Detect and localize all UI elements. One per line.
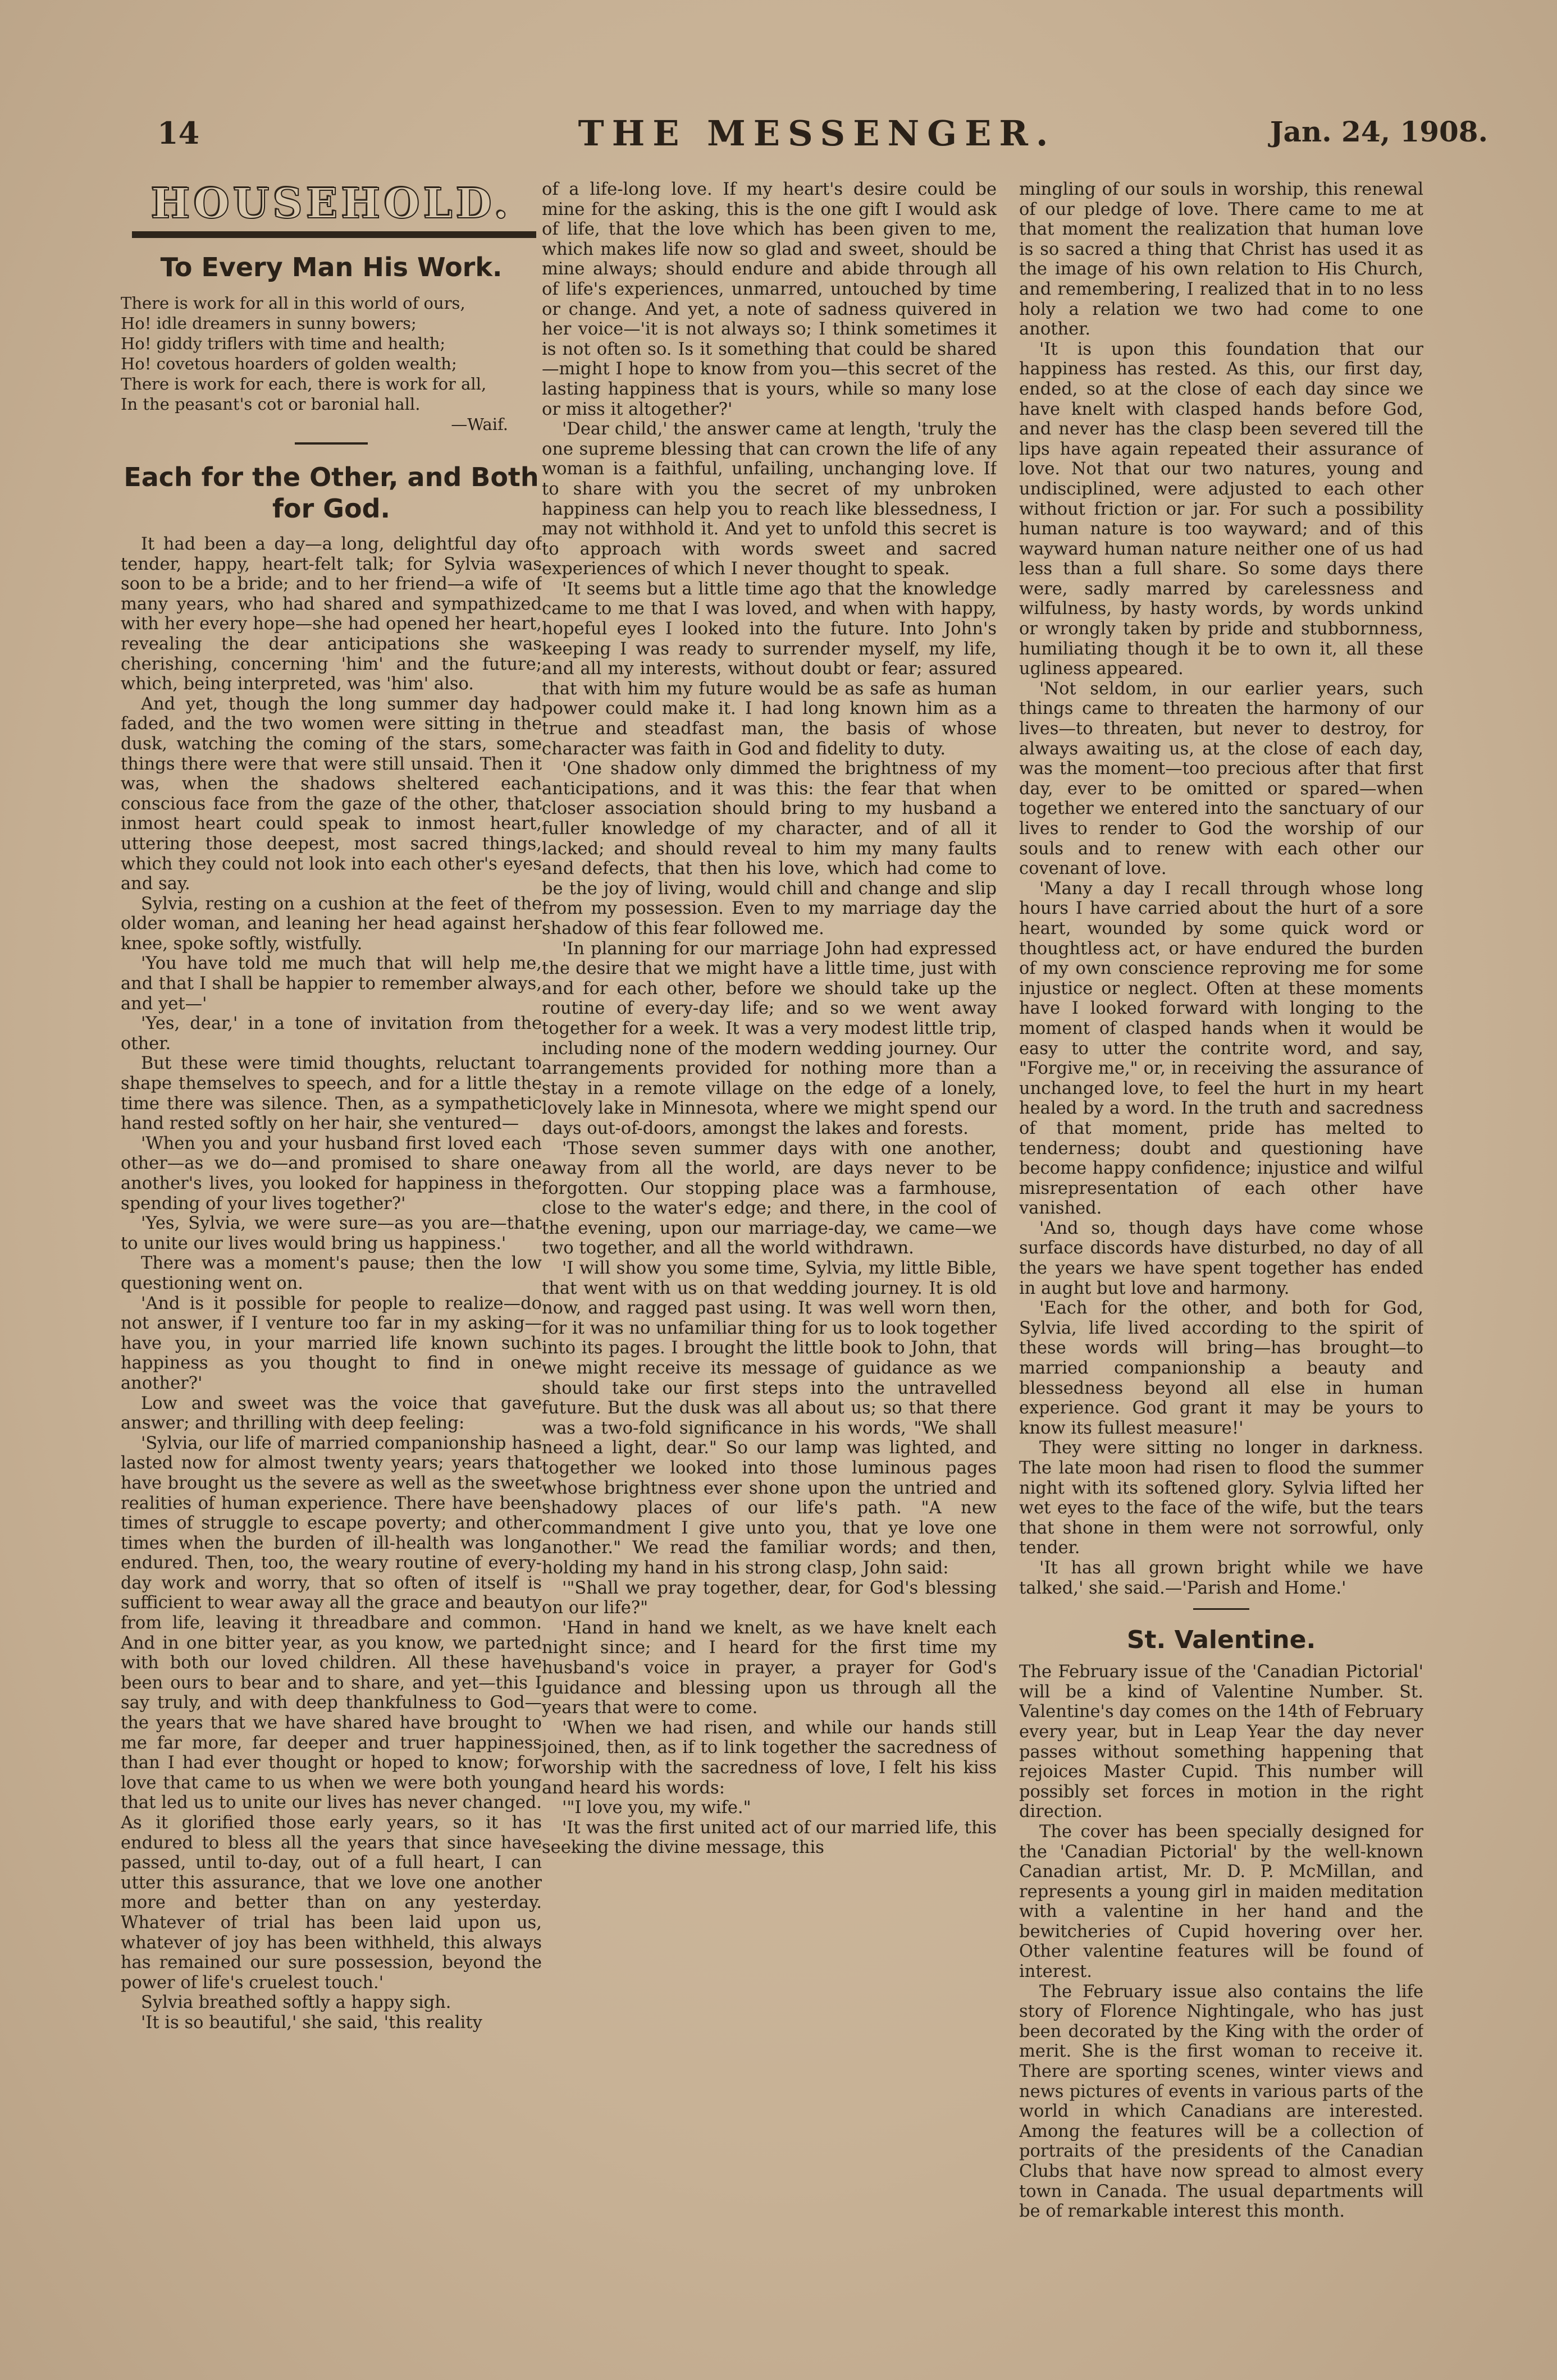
story-paragraph: 'Those seven summer days with one another, away from all the world, are days never to be forgotten. Our stopping place was a farmhouse, close to the water's edge; and there, in the cool of the evening, upon our marriage-day, we came—we two together, and all the world withdrawn. [542,1138,997,1258]
valentine-paragraph: The February issue also contains the life story of Florence Nightingale, who has just been decorated by the King with the order of merit. She is the first woman to receive it. There are sporting scenes, winter views and news pictures of events in various parts of the world in which Canadians are interested. Among the features will be a collection of portraits of the presidents of the Canadian Clubs that have now spread to almost every town in Canada. The usual departments will be of remarkable interest this month. [1019,1981,1423,2222]
story-paragraph: It had been a day—a long, delightful day of tender, happy, heart-felt talk; for Sylvia was soon to be a bride; and to her friend—a wife of many years, who had shared and sympathized with her every hope—she had opened her heart, revealing the dear anticipations she was cherishing, concerning 'him' and the future; which, being interpreted, was 'him' also. [121,534,542,694]
story-paragraph: mingling of our souls in worship, this renewal of our pledge of love. There came to me at that moment the realization that human love is so sacred a thing that Christ has used it as the image of his own relation to His Church, and remembering, I realized that in to no less holy a relation we two had come to one another. [1019,180,1423,340]
heading-rule [132,231,536,238]
poem-attribution: —Waif. [451,415,508,434]
poem-line: There is work for each, there is work for all, [121,374,487,393]
story-paragraph: Sylvia, resting on a cushion at the feet of the older woman, and leaning her head against her knee, spoke softly, wistfully. [121,894,542,954]
story-paragraph: Low and sweet was the voice that gave answer; and thrilling with deep feeling: [121,1393,542,1434]
poem-line: There is work for all in this world of ours, [121,294,465,313]
story-paragraph: 'One shadow only dimmed the brightness of my anticipations, and it was this: the fear that when closer association should bring to my husband a fuller knowledge of my character, and of all it lacked; and should reveal to him my many faults and defects, that then his love, which had come to be the joy of living, would chill and change and slip from my possession. Even to my marriage day the shadow of this fear followed me. [542,759,997,939]
story-paragraph: But these were timid thoughts, reluctant to shape themselves to speech, and for a little the time there was silence. Then, as a sympathetic hand rested softly on her hair, she ventured— [121,1054,542,1134]
story-paragraph: 'Hand in hand we knelt, as we have knelt each night since; and I heard for the first time my husband's voice in prayer, a prayer for God's guidance and blessing upon us through all the years that were to come. [542,1618,997,1718]
column-3 [1019,180,1423,2290]
story-paragraph: 'It seems but a little time ago that the knowledge came to me that I was loved, and when with happy, hopeful eyes I looked into the future. Into John's keeping I was ready to surrender myself, my life, and all my interests, without doubt or fear; assured that with him my future would be as safe as human power could make it. I had long known him as a true and steadfast man, the basis of whose character was faith in God and fidelity to duty. [542,579,997,759]
story-paragraph: 'When we had risen, and while our hands still joined, then, as if to link together the sacredness of worship with the sacredness of love, I felt his kiss and heard his words: [542,1718,997,1798]
masthead [157,115,1488,166]
story-paragraph: 'In planning for our marriage John had expressed the desire that we might have a little time, just with and for each other, before we should take up the routine of every-day life; and so we went away together for a week. It was a very modest little trip, including none of the modern wedding journey. Our arrangements provided for nothing more than a stay in a remote village on the edge of a lonely, lovely lake in Minnesota, where we might spend our days out-of-doors, amongst the lakes and forests. [542,939,997,1138]
story-paragraph: There was a moment's pause; then the low questioning went on. [121,1253,542,1293]
story-paragraph: 'Many a day I recall through whose long hours I have carried about the hurt of a sore heart, wounded by some quick word or thoughtless act, or have endured the burden of my own conscience reproving me for some injustice or neglect. Often at these moments have I looked forward with longing to the moment of clasped hands when it would be easy to utter the contrite word, and say, "Forgive me," or, in receiving the assurance of unchanged love, to feel the hurt in my heart healed by a word. In the truth and sacredness of that moment, pride has melted to tenderness; doubt and questioning have become happy confidence; injustice and wilful misrepresentation of each other have vanished. [1019,878,1423,1219]
poem-line: Ho! idle dreamers in sunny bowers; [121,314,417,333]
story-paragraph: 'When you and your husband first loved each other—as we do—and promised to share one another's lives, you looked for happiness in the spending of your lives together?' [121,1133,542,1214]
story-paragraph: '"I love you, my wife." [562,1798,751,1818]
column-1 [121,180,542,2290]
story-paragraph: 'Each for the other, and both for God, Sylvia, life lived according to the spirit of these words will bring—has brought—to married companionship a beauty and blessedness beyond all else in human experience. God grant it may be yours to know its fullest measure!' [1019,1298,1423,1438]
household-heading: HOUSEHOLD. [150,180,512,228]
issue-date: Jan. 24, 1908. [1270,115,1488,148]
page-number: 14 [157,115,200,151]
poem-title: To Every Man His Work. [160,252,503,282]
paper-title: THE MESSENGER. [578,113,1056,154]
poem-line: In the peasant's cot or baronial hall. [121,395,421,414]
story-paragraph: 'Yes, dear,' in a tone of invitation from the other. [121,1014,542,1054]
poem-line: Ho! covetous hoarders of golden wealth; [121,354,457,373]
story-body-col3 [1019,180,1423,1598]
poem-body [121,293,542,414]
poem-line: Ho! giddy triflers with time and health; [121,334,446,353]
valentine-paragraph: The February issue of the 'Canadian Pictorial' will be a kind of Valentine Number. St. Valentine's day comes on the 14th of February every year, but in Leap Year the day never passes without something happening that rejoices Master Cupid. This number will possibly set forces in motion in the right direction. [1019,1662,1423,1822]
valentine-title: St. Valentine. [1126,1626,1316,1655]
story-paragraph: 'Dear child,' the answer came at length, 'truly the one supreme blessing that can crown the life of any woman is a faithful, unfailing, unchanging love. If to share with you the secret of my unbroken happiness can help you to reach like blessedness, I may not withhold it. And yet to unfold this secret is to approach with words sweet and sacred experiences of which I never thought to speak. [542,419,997,579]
story-title: Each for the Other, and Both for God. [124,462,539,524]
story-body-col2 [542,180,997,1858]
story-paragraph: 'Not seldom, in our earlier years, such things came to threaten the harmony of our lives—to threaten, but never to destroy, for always awaiting us, at the close of each day, was the moment—too precious after that first day, ever to be omitted or spared—when together we entered into the sanctuary of our lives to render to God the worship of our souls and to renew with each other our covenant of love. [1019,679,1423,879]
story-paragraph: of a life-long love. If my heart's desire could be mine for the asking, this is the one gift I would ask of life, that the love which has been given to me, which makes life now so glad and sweet, should be mine always; should endure and abide through all of life's experiences, unmarred, untouched by time or change. And yet, a note of sadness quivered in her voice—'it is not always so; I think sometimes it is not often so. Is it something that could be shared—might I hope to know from you—this secret of the lasting happiness that is yours, while so many lose or miss it altogether?' [542,180,997,419]
story-paragraph: They were sitting no longer in darkness. The late moon had risen to flood the summer night with its softened glory. Sylvia lifted her wet eyes to the face of the wife, but the tears that shone in them were not sorrowful, only tender. [1019,1438,1423,1558]
story-paragraph: 'And is it possible for people to realize—do not answer, if I venture too far in my asking—have you, in your married life known such happiness as you thought to find in one another?' [121,1293,542,1393]
story-paragraph: Sylvia breathed softly a happy sigh. [141,1993,451,2013]
story-paragraph: 'It is upon this foundation that our happiness has rested. As this, our first day, ended, so at the close of each day since we have knelt with clasped hands before God, and never has the clasp been severed till the lips have again repeated their assurance of love. Not that our two natures, young and undisciplined, were adjusted to each other without friction or jar. For such a possibility human nature is too wayward; and of this wayward human nature neither one of us had less than a full share. So some days there were, sadly marred by carelessness and wilfulness, by hasty words, by words unkind or wrongly taken by pride and stubbornness, humiliating though it be to own it, all these ugliness appeared. [1019,339,1423,679]
story-paragraph: 'Yes, Sylvia, we were sure—as you are—that to unite our lives would bring us happiness.' [121,1214,542,1253]
story-paragraph: 'Sylvia, our life of married companionship has lasted now for almost twenty years; years that have brought us the severe as well as the sweet realities of human experience. There have been times of struggle to escape poverty; and other times when the burden of ill-health was long endured. Then, too, the weary routine of every-day work and worry, that so often of itself is sufficient to wear away all the grace and beauty from life, leaving it threadbare and common. And in one bitter year, as you know, we parted with both our loved children. All these have been ours to bear and to share, and yet—this I say truly, and with deep thankfulness to God—the years that we have shared have brought to me far more, far deeper and truer happiness than I had ever thought or hoped to know; for love that came to us when we were both young that led us to unite our lives has never changed. As it glorified those early years, so it has endured to bless all the years that since have passed, until to-day, out of a full heart, I can utter this assurance, that we love one another more and better than on any yesterday. Whatever of trial has been laid upon us, whatever of joy has been withheld, this always has remained our sure possession, beyond the power of life's cruelest touch.' [121,1433,542,1993]
story-paragraph: And yet, though the long summer day had faded, and the two women were sitting in the dusk, watching the coming of the stars, some things there were that were still unsaid. Then it was, when the shadows sheltered each conscious face from the gaze of the other, that inmost heart could speak to inmost heart, uttering those deepest, most sacred things, which they could not look into each other's eyes and say. [121,694,542,894]
story-paragraph: 'It is so beautiful,' she said, 'this reality [141,2012,482,2033]
column-2 [542,180,997,2290]
story-paragraph: 'And so, though days have come whose surface discords have disturbed, no day of all the years we have spent together has ended in aught but love and harmony. [1019,1218,1423,1298]
story-body-col1 [121,534,542,2033]
story-paragraph: 'It was the first united act of our married life, this seeking the divine message, this [542,1818,997,1858]
section-divider [295,442,368,445]
valentine-paragraph: The cover has been specially designed for the 'Canadian Pictorial' by the well-known Canadian artist, Mr. D. P. McMillan, and represents a young girl in maiden meditation with a valentine in her hand and the bewitcheries of Cupid hovering over her. Other valentine features will be found of interest. [1019,1821,1423,1982]
story-paragraph: 'I will show you some time, Sylvia, my little Bible, that went with us on that wedding journey. It is old now, and ragged past using. It was well worn then, for it was no unfamiliar thing for us to look together into its pages. I brought the little book to John, that we might receive its message of guidance as we should take our first steps into the untravelled future. But the dusk was all about us; so that there was a two-fold significance in his words, "We shall need a light, dear." So our lamp was lighted, and together we looked into those luminous pages whose brightness ever shone upon the untried and shadowy places of our life's path. "A new commandment I give unto you, that ye love one another." We read the familiar words; and then, holding my hand in his strong clasp, John said: [542,1258,997,1578]
story-paragraph: '"Shall we pray together, dear, for God's blessing on our life?" [542,1578,997,1618]
story-paragraph: 'It has all grown bright while we have talked,' she said.—'Parish and Home.' [1019,1558,1423,1598]
story-paragraph: 'You have told me much that will help me, and that I shall be happier to remember always, and yet—' [121,954,542,1014]
valentine-body [1019,1662,1423,2222]
section-divider [1193,1608,1249,1610]
